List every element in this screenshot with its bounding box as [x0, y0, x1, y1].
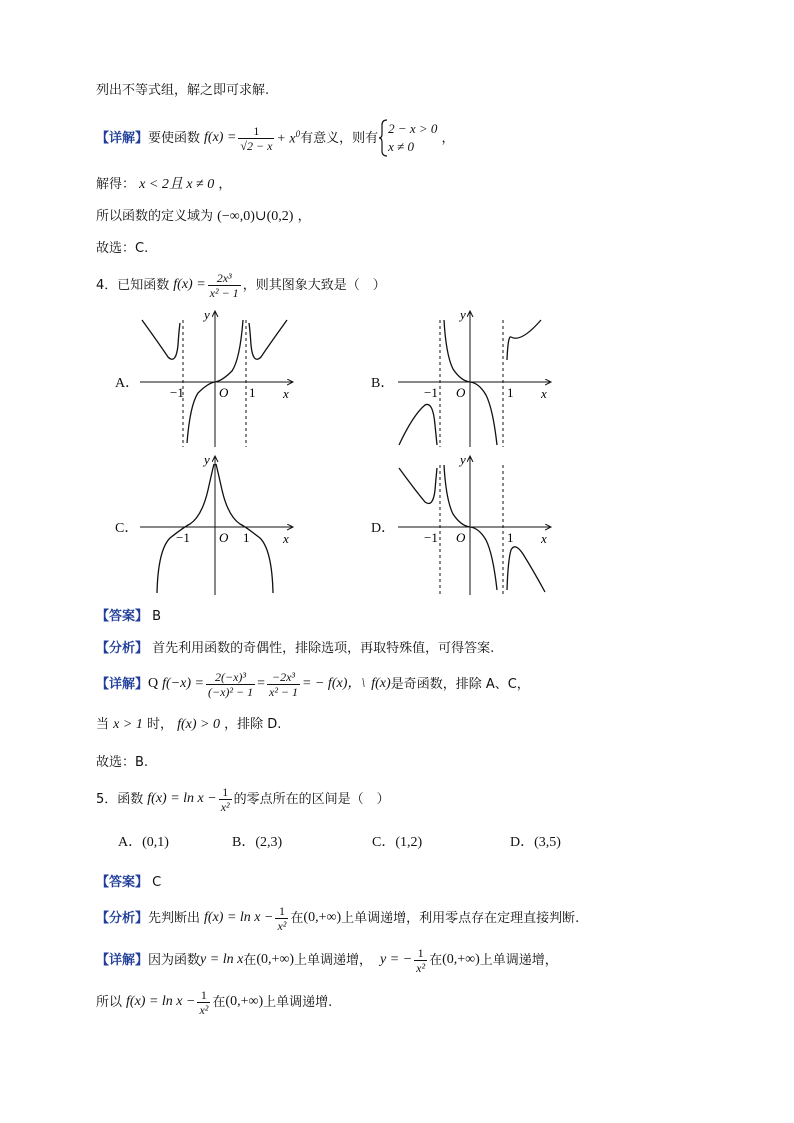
q3-solve-math: x < 2且 x ≠ 0: [139, 177, 215, 192]
graph-c[interactable]: [130, 450, 305, 598]
label-neg1: −1: [424, 530, 438, 545]
q5-analysis-frac-num: 1: [275, 905, 288, 919]
q4-detail-eq: =: [257, 676, 265, 691]
q5-so-b: 在: [212, 994, 226, 1010]
answer-tag: 【答案】: [96, 609, 149, 624]
q3-domain-text: 所以函数的定义域为: [96, 209, 214, 224]
detail-tag: 【详解】: [96, 676, 149, 692]
analysis-tag: 【分析】: [96, 910, 149, 926]
q5-stem: [96, 782, 390, 816]
label-y: y: [204, 307, 210, 322]
q4-detail-fx: f(−x) =: [162, 676, 204, 691]
graph-b[interactable]: [393, 305, 568, 450]
q4-when-math: x > 1: [113, 717, 143, 732]
q5-detail-y1: y = ln x: [200, 952, 244, 967]
graph-a[interactable]: [130, 305, 305, 450]
q4-frac2-num: −2x³: [267, 671, 300, 685]
q3-fraction: [238, 125, 274, 152]
q5-detail-frac: [414, 947, 427, 974]
detail-tag: 【详解】: [96, 130, 149, 146]
q3-domain-math: (−∞,0)∪(0,2): [217, 209, 294, 224]
label-pos1: 1: [243, 530, 250, 545]
intro-line: 列出不等式组，解之即可求解.: [96, 83, 270, 98]
label-neg1: −1: [424, 385, 438, 400]
q3-detail-text-a: 要使函数: [148, 130, 201, 146]
label-neg1: −1: [176, 530, 190, 545]
q5-option-a-label: A．: [118, 835, 143, 850]
q4-detail-line: [96, 666, 530, 702]
q4-detail-fx2: f(x): [371, 676, 391, 691]
q5-answer: C: [152, 875, 162, 890]
curve-right: [249, 320, 287, 359]
label-y: y: [204, 452, 210, 467]
q5-number: 5．函数: [96, 791, 144, 807]
q3-plus-text: + x: [276, 131, 296, 147]
q5-detail-c: 上单调递增，: [294, 952, 373, 968]
label-y: y: [460, 307, 466, 322]
q4-when-line: [96, 718, 281, 732]
q5-detail-b: 在: [243, 952, 257, 968]
label-origin: O: [456, 385, 466, 400]
q4-when-b: 时，: [146, 717, 173, 732]
q5-detail-d: 在: [429, 952, 443, 968]
q5-frac-den: x²: [220, 799, 230, 814]
q4-frac2-den: x² − 1: [269, 684, 299, 699]
q4-when-math2: f(x) > 0: [177, 717, 220, 732]
q5-so-frac: [197, 989, 210, 1016]
option-d-label[interactable]: D．: [371, 521, 396, 536]
q5-option-c-value: (1,2): [395, 835, 423, 850]
q4-frac1-den: (−x)² − 1: [207, 684, 254, 699]
q5-option-a[interactable]: [118, 836, 169, 850]
q5-analysis-c: 上单调递增，利用零点存在定理直接判断.: [341, 910, 580, 926]
q5-analysis-line: [96, 900, 579, 936]
q5-option-b-label: B．: [232, 835, 256, 850]
q5-so-fx: f(x) = ln x −: [126, 994, 196, 1009]
q5-detail-int: (0,+∞): [256, 952, 295, 967]
curve-right: [216, 464, 273, 593]
label-x: x: [283, 531, 289, 546]
q4-detail-tail: = − f(x)，\: [302, 676, 366, 691]
q4-answer: B: [152, 609, 162, 624]
q5-fx: f(x) = ln x −: [147, 791, 217, 806]
q3-solve-label: 解得：: [96, 177, 136, 192]
q4-frac-den: x² − 1: [209, 285, 239, 300]
q5-so-c: 上单调递增.: [263, 994, 333, 1010]
label-x: x: [541, 531, 547, 546]
q5-option-d-label: D．: [510, 835, 535, 850]
q5-detail-line: [96, 942, 558, 978]
option-c-label[interactable]: C．: [115, 521, 139, 536]
q5-so-frac-den: x²: [199, 1002, 209, 1017]
q4-detail-frac2: [267, 671, 300, 698]
q4-frac-num: 2x³: [208, 272, 241, 286]
q3-frac-den: √2 − x: [240, 138, 273, 153]
q4-when-a: 当: [96, 717, 110, 732]
curve-left: [399, 404, 437, 445]
q5-so-frac-num: 1: [197, 989, 210, 1003]
q5-option-b[interactable]: [232, 836, 282, 850]
label-origin: O: [456, 530, 466, 545]
label-pos1: 1: [507, 530, 514, 545]
q3-fx: f(x) =: [204, 130, 237, 145]
q5-fraction: [219, 786, 232, 813]
analysis-tag: 【分析】: [96, 641, 149, 656]
label-neg1: −1: [170, 385, 184, 400]
q3-inequality-system: [388, 120, 437, 156]
label-pos1: 1: [249, 385, 256, 400]
curve-left: [399, 468, 437, 504]
q5-analysis-frac: [275, 905, 288, 932]
q5-detail-y2: y = −: [380, 952, 413, 967]
q3-domain-line: [96, 210, 311, 224]
q3-detail-line: [96, 118, 454, 158]
q5-analysis-int: (0,+∞): [303, 910, 342, 925]
q4-detail-odd: 是奇函数，排除 A、C，: [390, 676, 530, 692]
q5-analysis-b: 在: [290, 910, 304, 926]
q4-detail-frac1: [206, 671, 255, 698]
q4-frac1-num: 2(−x)³: [206, 671, 255, 685]
q3-domain-end: ，: [297, 209, 311, 224]
q5-detail-frac-num: 1: [414, 947, 427, 961]
detail-tag: 【详解】: [96, 952, 149, 968]
q3-sys-line-2: x ≠ 0: [388, 139, 415, 154]
graph-d[interactable]: [393, 450, 568, 598]
q4-number: 4．已知函数: [96, 277, 170, 293]
q3-solve-line: [96, 178, 231, 192]
q5-detail-frac-den: x²: [416, 960, 426, 975]
q5-frac-num: 1: [219, 786, 232, 800]
q4-detail-q: Q: [148, 676, 159, 691]
curve-right: [507, 547, 545, 592]
label-origin: O: [219, 530, 229, 545]
label-pos1: 1: [507, 385, 514, 400]
q5-option-b-value: (2,3): [255, 835, 283, 850]
q3-choose-line: 故选：C.: [96, 241, 149, 256]
left-brace-icon: [378, 119, 388, 157]
q5-option-a-value: (0,1): [142, 835, 169, 850]
q4-fx: f(x) =: [173, 277, 206, 292]
q3-plus-exp: 0: [295, 128, 301, 139]
label-x: x: [283, 386, 289, 401]
q5-analysis-frac-den: x²: [277, 918, 287, 933]
q5-so-int: (0,+∞): [225, 994, 264, 1009]
q4-analysis-line: [96, 642, 494, 655]
q5-answer-line: [96, 876, 161, 889]
q5-option-d-value: (3,5): [534, 835, 561, 850]
option-a-label[interactable]: A．: [115, 376, 140, 391]
q5-detail-e: 上单调递增，: [479, 952, 558, 968]
q3-detail-text-c: ，: [441, 130, 455, 146]
curve-left: [157, 464, 214, 593]
label-origin: O: [219, 385, 229, 400]
q4-choose-line: 故选：B.: [96, 755, 149, 770]
q4-fraction: [208, 272, 241, 299]
q4-analysis: 首先利用函数的奇偶性，排除选项，再取特殊值，可得答案.: [152, 641, 495, 656]
q5-stem-end: 的零点所在的区间是（ ）: [233, 791, 390, 807]
q5-option-d[interactable]: [510, 836, 561, 850]
q5-option-c-label: C．: [372, 835, 396, 850]
q3-sys-line-1: 2 − x > 0: [388, 121, 438, 136]
curve-right: [507, 320, 541, 360]
q3-frac-num: 1: [238, 125, 274, 139]
option-b-label[interactable]: B．: [371, 376, 395, 391]
label-y: y: [460, 452, 466, 467]
q5-option-c[interactable]: [372, 836, 422, 850]
q4-answer-line: [96, 610, 161, 623]
q5-so-a: 所以: [96, 994, 123, 1010]
q3-detail-text-b: 有意义，则有: [300, 130, 379, 146]
q5-detail-int2: (0,+∞): [442, 952, 480, 967]
q4-when-c: ，排除 D.: [224, 717, 282, 732]
curve-left: [142, 320, 180, 359]
q5-analysis-fx: f(x) = ln x −: [204, 910, 274, 925]
q5-analysis-a: 先判断出: [148, 910, 201, 926]
label-x: x: [541, 386, 547, 401]
q5-detail-a: 因为函数: [148, 952, 201, 968]
q3-plus-term: [276, 130, 300, 147]
q3-solve-end: ，: [218, 177, 232, 192]
q4-stem: [96, 268, 386, 302]
answer-tag: 【答案】: [96, 875, 149, 890]
q4-stem-end: ，则其图象大致是（ ）: [242, 277, 386, 293]
q5-so-line: [96, 984, 332, 1020]
